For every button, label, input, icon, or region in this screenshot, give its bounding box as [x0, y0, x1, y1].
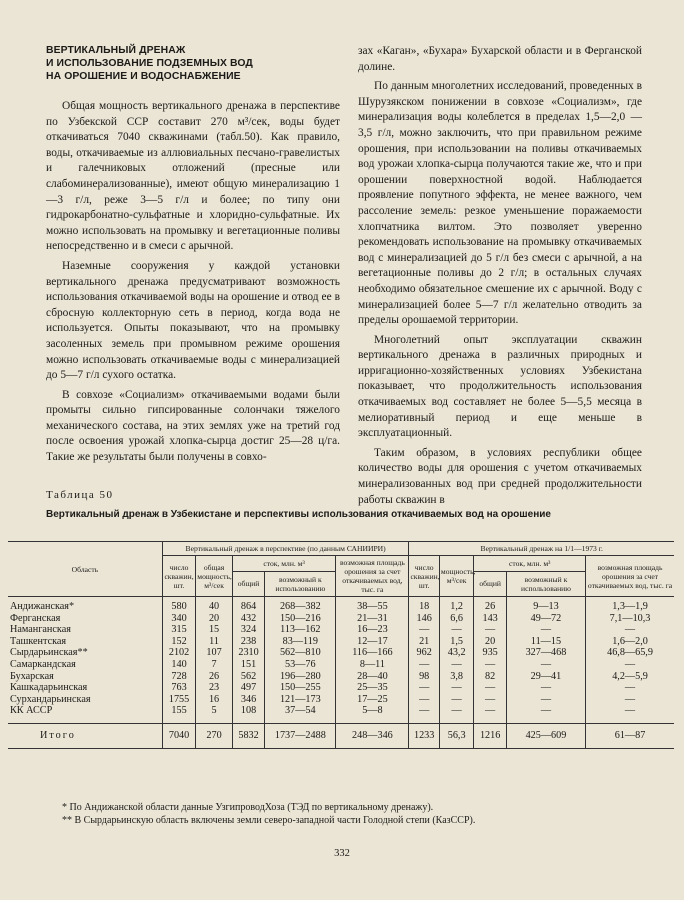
table-cell: —: [506, 659, 585, 671]
table-cell: 864: [232, 597, 264, 613]
table-cell: 7,1—10,3: [586, 613, 674, 625]
region-name: Ташкентская: [10, 635, 67, 647]
table-cell: 315: [162, 624, 195, 636]
table-cell: 5832: [232, 723, 264, 748]
table-cell: 21: [409, 636, 439, 648]
paragraph: Многолетний опыт эксплуатации скважин вертикального дренажа в различных природных и ирригационно-хозяйственных условиях Узбекистана показывает, что продолжительность использования откачиваемых вод составляет не более 5—5,5 месяца в мелиоративный период и еще меньше в эксплуатационный.: [358, 333, 642, 440]
table-cell: 151: [232, 659, 264, 671]
table-cell: 327—468: [506, 647, 585, 659]
table-row: [8, 597, 674, 613]
header-runoff: сток, млн. м³: [474, 556, 586, 572]
table-cell: 108: [232, 705, 264, 723]
table-cell: 82: [474, 671, 506, 683]
table-cell: —: [586, 705, 674, 723]
table-body: [8, 597, 674, 749]
table-cell: 935: [474, 647, 506, 659]
table-title: Вертикальный дренаж в Узбекистане и перспективы использования откачиваемых вод на орошение: [46, 509, 551, 520]
table-cell: 4,2—5,9: [586, 671, 674, 683]
table-cell: 37—54: [265, 705, 336, 723]
table-cell: —: [439, 624, 474, 636]
table-row: [8, 705, 674, 723]
table-cell: 8—11: [336, 659, 409, 671]
paragraph: зах «Каган», «Бухара» Бухарской области и в Ферганской долине.: [358, 45, 642, 73]
table-cell: 5: [196, 705, 233, 723]
region-name: Андижанская*: [10, 601, 75, 612]
table-cell: 46,8—65,9: [586, 647, 674, 659]
table-cell: 28—40: [336, 671, 409, 683]
table-cell: 5—8: [336, 705, 409, 723]
table-cell: 40: [196, 597, 233, 613]
table-cell: 2102: [162, 647, 195, 659]
table-cell: 562—810: [265, 647, 336, 659]
table-cell: 107: [196, 647, 233, 659]
table-cell: 9—13: [506, 597, 585, 613]
table-cell: 248—346: [336, 723, 409, 748]
table-cell: 196—280: [265, 671, 336, 683]
table-cell: 1233: [409, 723, 439, 748]
table-cell: —: [586, 659, 674, 671]
table-cell: —: [439, 705, 474, 723]
region-name: Сурхандарьинская: [10, 693, 91, 705]
table-cell: 562: [232, 671, 264, 683]
table-cell: 25—35: [336, 682, 409, 694]
table-cell: 15: [196, 624, 233, 636]
table-cell: —: [506, 682, 585, 694]
table-cell: 7040: [162, 723, 195, 748]
table-cell: 432: [232, 613, 264, 625]
table-cell: 83—119: [265, 636, 336, 648]
table-cell: 49—72: [506, 613, 585, 625]
table-cell: 1216: [474, 723, 506, 748]
table-row: [8, 636, 674, 648]
header-runoff-usable: возможный к использованию: [506, 571, 585, 597]
paragraph: В совхозе «Социализм» откачиваемыми водами были промыты сильно гипсированные солончаки тяжелого механического состава, на этих землях уже на третий год после освоения урожай хлопка-сырца достиг 25—28 ц/га. Такие же результаты были получены в совхо-: [46, 388, 340, 464]
table-cell: 1755: [162, 694, 195, 706]
table-cell: 20: [196, 613, 233, 625]
table-cell: 268—382: [265, 597, 336, 613]
data-table: [8, 541, 674, 749]
region-name: Ферганская: [10, 612, 61, 624]
table-cell: 61—87: [586, 723, 674, 748]
header-wells: число скважин, шт.: [162, 556, 195, 597]
table-cell: 11: [196, 636, 233, 648]
table-cell: 143: [474, 613, 506, 625]
table-cell: 26: [474, 597, 506, 613]
table-cell: —: [474, 659, 506, 671]
table-label: Таблица 50: [46, 489, 114, 501]
table-cell: —: [439, 682, 474, 694]
table-cell: 26: [196, 671, 233, 683]
paragraph: Таким образом, в условиях республики общее количество воды для орошения с учетом откачиваемых минерализованных вод при средней продолжительности работы скважин в: [358, 446, 642, 506]
table-row: [8, 671, 674, 683]
region-name: Кашкадарьинская: [10, 682, 88, 694]
footnote: ** В Сырдарьинскую область включены земли северо-западной части Голодной степи (КазССР).: [62, 815, 476, 826]
table-cell: 152: [162, 636, 195, 648]
table-cell: 962: [409, 647, 439, 659]
table-cell: 1,2: [439, 597, 474, 613]
table-cell: 728: [162, 671, 195, 683]
table-cell: 98: [409, 671, 439, 683]
header-runoff: сток, млн. м³: [232, 556, 336, 572]
table-row: [8, 659, 674, 671]
header-area: возможная площадь орошения за счет откачиваемых вод, тыс. га: [336, 556, 409, 597]
table-cell: 18: [409, 597, 439, 613]
header-wells: число скважин, шт.: [409, 556, 439, 597]
table-cell: —: [506, 694, 585, 706]
header-group-future: Вертикальный дренаж в перспективе (по данным САНИИРИ): [162, 542, 409, 556]
table-cell: —: [474, 682, 506, 694]
header-region: Область: [8, 542, 162, 597]
table-cell: —: [586, 682, 674, 694]
table-cell: 270: [196, 723, 233, 748]
header-runoff-total: общий: [474, 571, 506, 597]
table-cell: 20: [474, 636, 506, 648]
region-name: Наманганская: [10, 624, 71, 636]
table-row: [8, 694, 674, 706]
table-cell: 238: [232, 636, 264, 648]
table-cell: 150—255: [265, 682, 336, 694]
total-label: Итого: [8, 723, 162, 748]
table-cell: —: [586, 694, 674, 706]
table-cell: —: [474, 624, 506, 636]
table-cell: 16—23: [336, 624, 409, 636]
region-name: Бухарская: [10, 670, 54, 682]
section-heading: ВЕРТИКАЛЬНЫЙ ДРЕНАЖ И ИСПОЛЬЗОВАНИЕ ПОДЗЕМНЫХ ВОД НА ОРОШЕНИЕ И ВОДОСНАБЖЕНИЕ: [46, 45, 253, 82]
header-capacity: мощность, м³/сек: [439, 556, 474, 597]
table-cell: 2310: [232, 647, 264, 659]
table-cell: 43,2: [439, 647, 474, 659]
right-column: [358, 44, 642, 512]
table-cell: 23: [196, 682, 233, 694]
table-cell: —: [409, 705, 439, 723]
table-cell: —: [474, 705, 506, 723]
paragraph: По данным многолетних исследований, проведенных в Шурузякском понижении в совхозе «Социализм», где минерализация воды колеблется в пределах 1,5—2,0 — 3,5 г/л, можно заключить, что при правильном режиме орошения, при использовании на поливы откачиваемых вод урожаи хлопка-сырца получаются такие же, что и при орошении поверхностной водой. Наблюдается проявление попутного эффекта, не менее важного, чем рассоление земель: резкое уменьшение поражаемости хлопчатника вилтом. Это позволяет уверенно рекомендовать использование на промывку откачиваемых вод с минерализацией до 5 г/л без смеси с арычной, а на вегетационные поливы до 2 г/л; в остальных случаях необходимо обязательное смешение их с арычной. Воду с минерализацией более 5—7 г/л желательно отводить за пределы орошаемой территории.: [358, 80, 642, 327]
table-cell: 7: [196, 659, 233, 671]
table-cell: 763: [162, 682, 195, 694]
table-cell: 116—166: [336, 647, 409, 659]
header-area: возможная площадь орошения за счет откачиваемых вод, тыс. га: [586, 556, 674, 597]
table-cell: 17—25: [336, 694, 409, 706]
table-cell: 1737—2488: [265, 723, 336, 748]
footnote: * По Андижанской области данные УзгипроводХоза (ТЭД по вертикальному дренажу).: [62, 802, 434, 813]
paragraph: Общая мощность вертикального дренажа в перспективе по Узбекской ССР составит 270 м³/сек, воды будет откачиваться 7040 скважинами (табл.50). Как правило, воды, откачиваемые из аллювиальных песчано-гравелистых и галечниковых отложений (пресные или слабоминерализованные), имеют общую минерализацию 1—3 г/л, реже 3—5 г/л и более; по типу они гидрокарбонатно-сульфатные и хлоридно-сульфатные. Их можно использовать на промывку и вегетационные поливы непосредственно и в смеси с арычной.: [46, 100, 340, 253]
table-cell: 346: [232, 694, 264, 706]
header-runoff-total: общий: [232, 571, 264, 597]
table-cell: 580: [162, 597, 195, 613]
table-cell: —: [409, 694, 439, 706]
header-capacity: общая мощность, м³/сек: [196, 556, 233, 597]
table-cell: 155: [162, 705, 195, 723]
table-cell: 53—76: [265, 659, 336, 671]
table-cell: 497: [232, 682, 264, 694]
table-cell: 1,6—2,0: [586, 636, 674, 648]
table-cell: —: [409, 624, 439, 636]
table-cell: 3,8: [439, 671, 474, 683]
table-row: [8, 613, 674, 625]
table-cell: 425—609: [506, 723, 585, 748]
table-cell: 21—31: [336, 613, 409, 625]
table-row: [8, 624, 674, 636]
header-group-current: Вертикальный дренаж на 1/1—1973 г.: [409, 542, 674, 556]
table-cell: 324: [232, 624, 264, 636]
table-row: [8, 682, 674, 694]
table-cell: 38—55: [336, 597, 409, 613]
table-cell: —: [409, 682, 439, 694]
table-cell: —: [409, 659, 439, 671]
page-number: 332: [334, 848, 350, 859]
header-runoff-usable: возможный к использованию: [265, 571, 336, 597]
table-cell: —: [474, 694, 506, 706]
region-name: КК АССР: [10, 705, 53, 717]
table-cell: 11—15: [506, 636, 585, 648]
region-name: Сырдарьинская**: [10, 647, 88, 659]
table-row: [8, 647, 674, 659]
table-cell: 29—41: [506, 671, 585, 683]
table-cell: 340: [162, 613, 195, 625]
table-cell: —: [506, 705, 585, 723]
table-cell: 56,3: [439, 723, 474, 748]
table-cell: 16: [196, 694, 233, 706]
table-cell: —: [439, 659, 474, 671]
table-cell: —: [506, 624, 585, 636]
region-name: Самаркандская: [10, 658, 76, 670]
table-cell: 1,5: [439, 636, 474, 648]
paragraph: Наземные сооружения у каждой установки вертикального дренажа предусматривают возможность использования откачиваемой воды на орошение и отвод ее в сбросную коллекторную сеть в период, когда вода не используется. Опыты показывают, что на промывку засоленных земель при промывном режиме орошения можно использовать откачиваемые воды с минерализацией до 5—7 г/л сухого остатка.: [46, 259, 340, 382]
table-cell: 146: [409, 613, 439, 625]
left-column: [46, 44, 340, 470]
table-cell: 1,3—1,9: [586, 597, 674, 613]
table-cell: 113—162: [265, 624, 336, 636]
total-row: [8, 723, 674, 748]
table-cell: 140: [162, 659, 195, 671]
table-cell: 121—173: [265, 694, 336, 706]
table-cell: 6,6: [439, 613, 474, 625]
table-cell: —: [586, 624, 674, 636]
table-cell: 12—17: [336, 636, 409, 648]
footnotes: [62, 801, 622, 827]
table-cell: 150—216: [265, 613, 336, 625]
table-cell: —: [439, 694, 474, 706]
